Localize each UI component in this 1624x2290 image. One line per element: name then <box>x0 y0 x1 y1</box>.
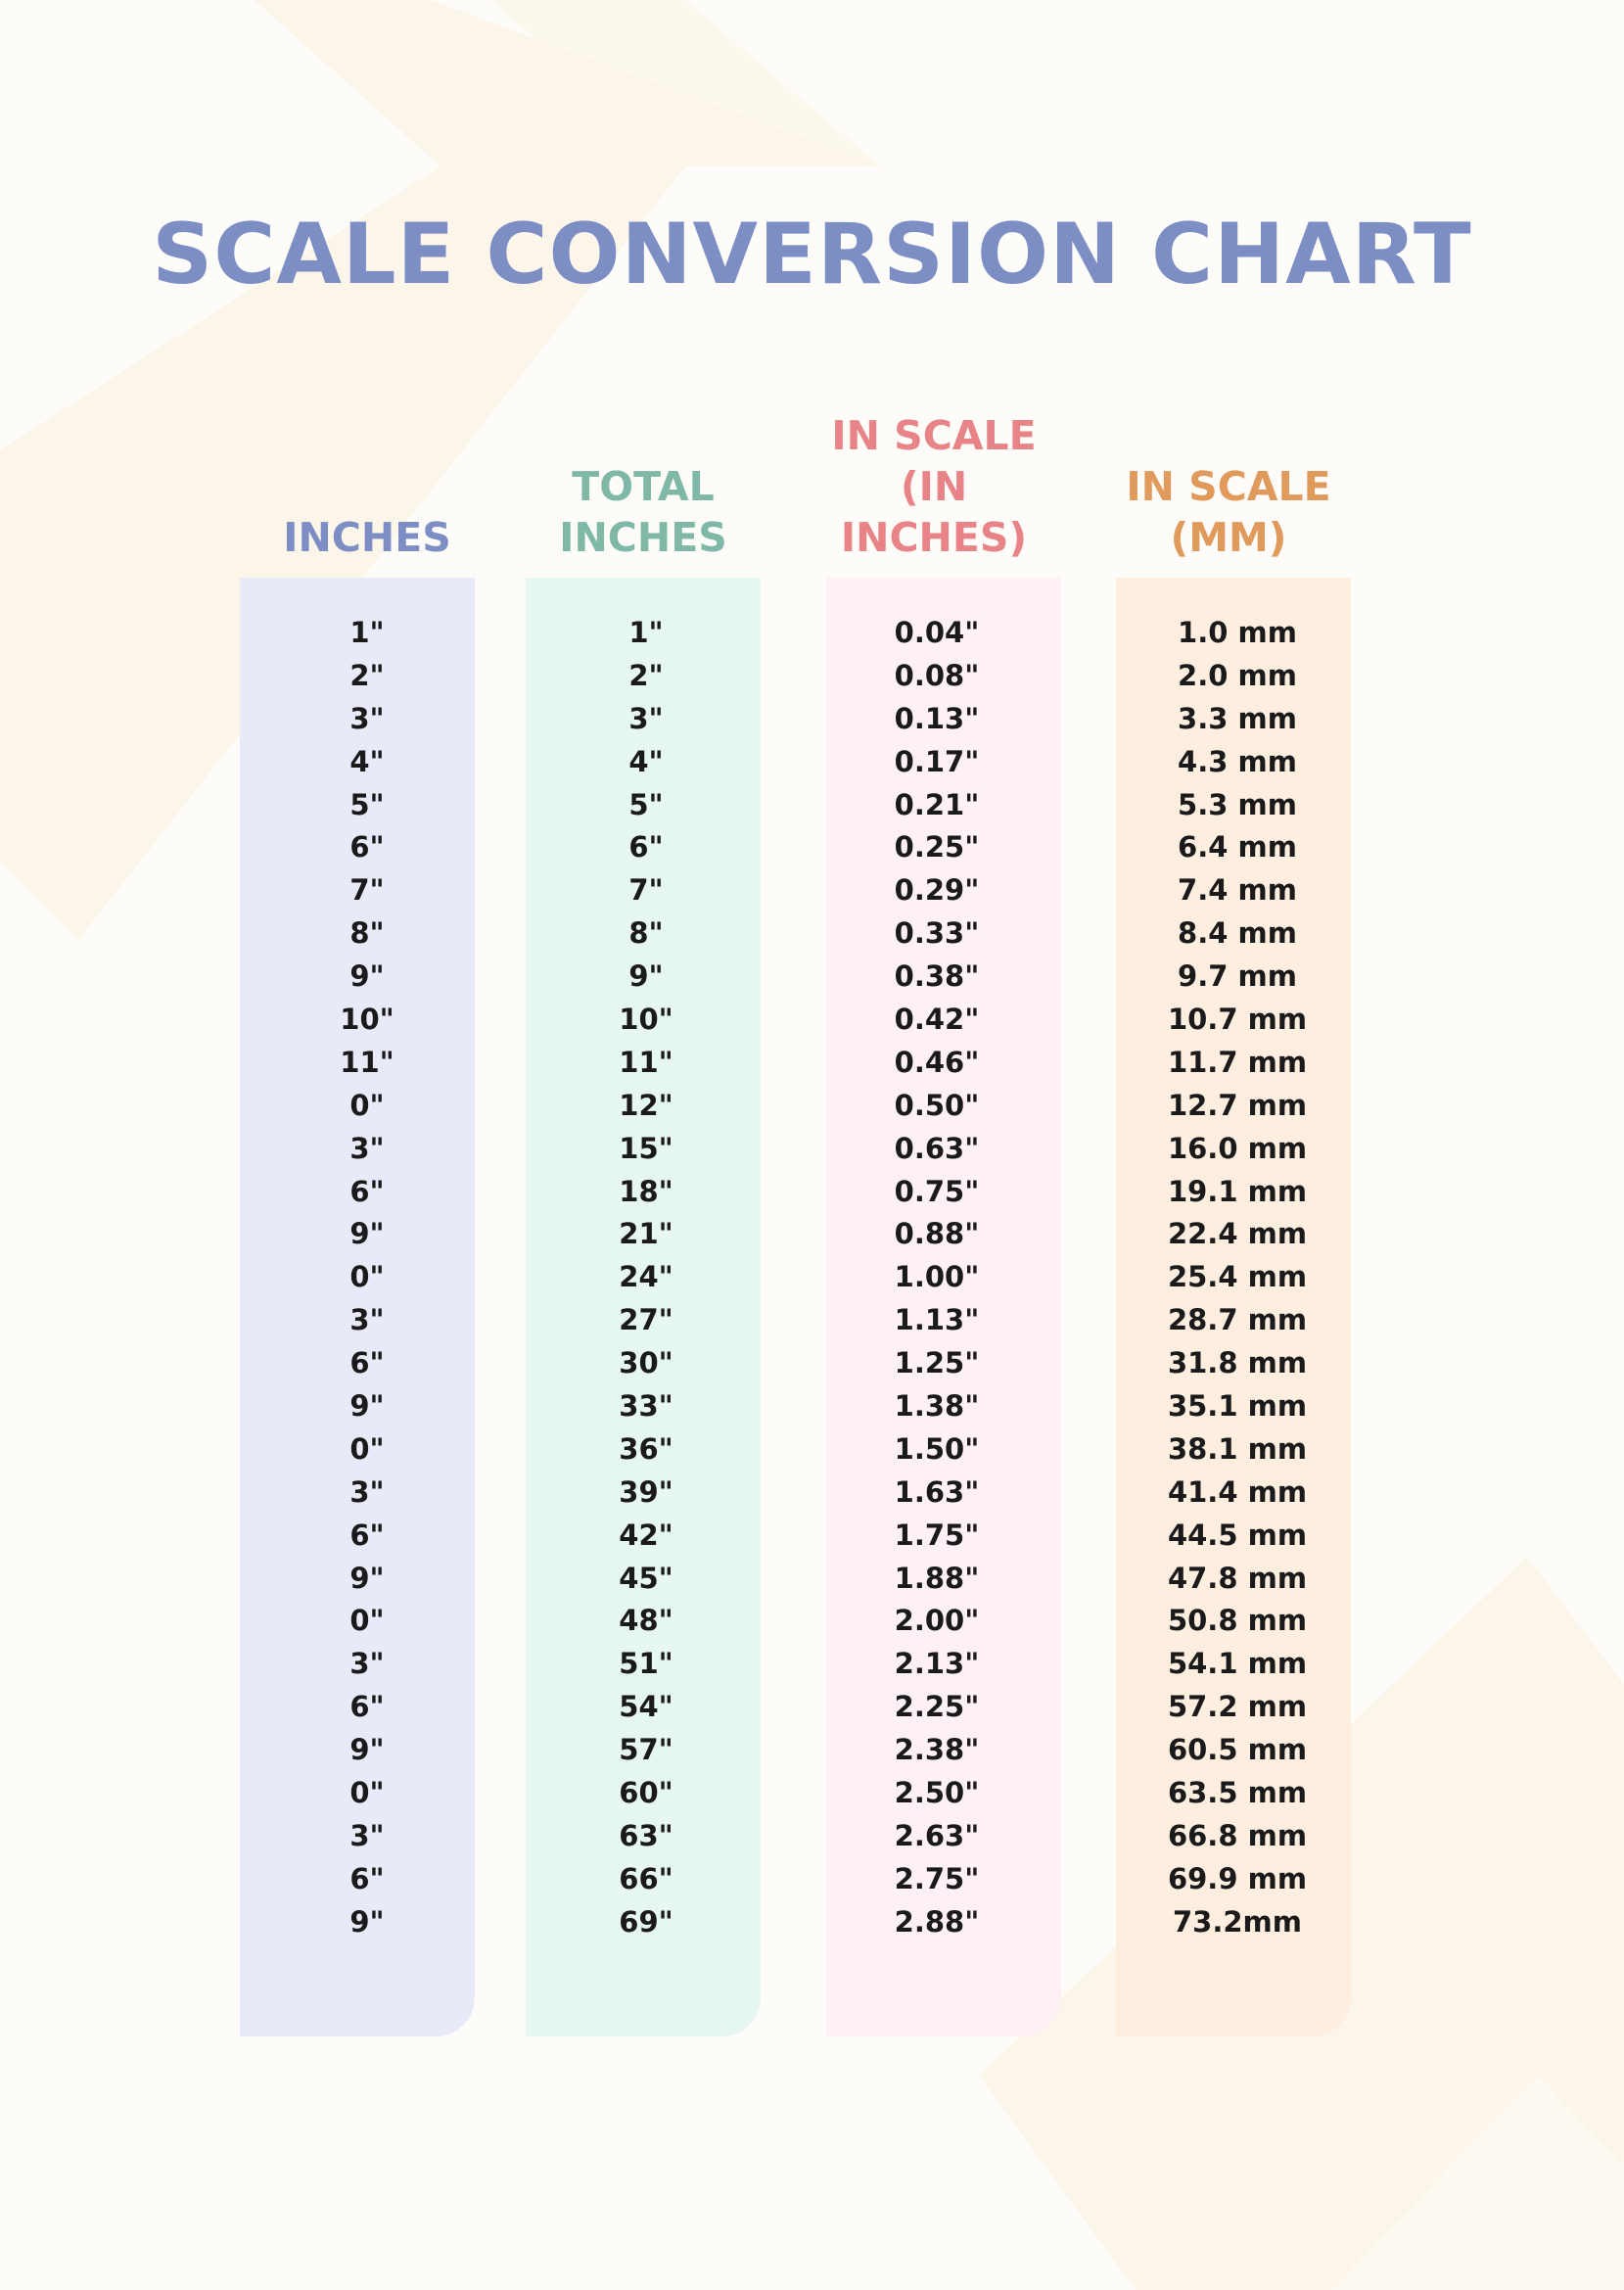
cell-total-inches: 36" <box>619 1431 673 1466</box>
cell-total-inches: 60" <box>619 1776 673 1810</box>
cell-inches: 3" <box>349 1474 385 1509</box>
cell-in-scale-inches: 2.50" <box>894 1776 980 1810</box>
cell-total-inches: 63" <box>619 1818 673 1852</box>
cell-inches: 9" <box>349 1389 385 1424</box>
cell-in-scale-mm: 50.8 mm <box>1167 1604 1308 1638</box>
cell-inches: 0" <box>349 1431 385 1466</box>
cell-inches: 6" <box>349 1346 385 1380</box>
cell-total-inches: 69" <box>619 1904 673 1939</box>
cell-total-inches: 4" <box>628 744 664 778</box>
cell-inches: 3" <box>349 1131 385 1165</box>
cell-total-inches: 6" <box>628 830 664 865</box>
cell-total-inches: 18" <box>619 1174 673 1208</box>
cell-in-scale-mm: 47.8 mm <box>1167 1561 1308 1595</box>
cell-in-scale-mm: 54.1 mm <box>1167 1647 1308 1681</box>
cell-inches: 3" <box>349 701 385 735</box>
cell-total-inches: 3" <box>628 701 664 735</box>
cell-in-scale-mm: 28.7 mm <box>1167 1303 1308 1337</box>
cell-inches: 0" <box>349 1088 385 1122</box>
cell-inches: 9" <box>349 1904 385 1939</box>
cell-in-scale-mm: 1.0 mm <box>1178 616 1297 649</box>
cell-in-scale-inches: 0.25" <box>894 830 980 865</box>
cell-in-scale-inches: 1.25" <box>894 1346 980 1380</box>
cell-in-scale-inches: 0.42" <box>894 1003 980 1037</box>
cell-in-scale-mm: 73.2mm <box>1173 1904 1302 1939</box>
cell-inches: 6" <box>349 1690 385 1724</box>
cell-in-scale-inches: 0.88" <box>894 1217 980 1251</box>
cell-total-inches: 48" <box>619 1604 673 1638</box>
column-total-inches <box>529 612 764 1944</box>
cell-in-scale-inches: 1.88" <box>894 1561 980 1595</box>
page-title: SCALE CONVERSION CHART <box>152 206 1472 304</box>
cell-total-inches: 51" <box>619 1647 673 1681</box>
cell-in-scale-inches: 0.13" <box>894 701 980 735</box>
column-header-in-scale-inches: IN SCALE (IN INCHES) <box>831 412 1037 561</box>
cell-inches: 6" <box>349 830 385 865</box>
cell-in-scale-inches: 0.21" <box>894 787 980 821</box>
cell-total-inches: 7" <box>628 873 664 908</box>
cell-total-inches: 54" <box>619 1690 673 1724</box>
cell-total-inches: 8" <box>628 916 664 951</box>
cell-total-inches: 57" <box>619 1733 673 1767</box>
cell-total-inches: 9" <box>628 959 664 994</box>
cell-total-inches: 5" <box>628 787 664 821</box>
column-inches <box>250 612 485 1944</box>
cell-in-scale-mm: 9.7 mm <box>1178 959 1297 994</box>
column-in-scale-inches <box>819 612 1054 1944</box>
cell-inches: 6" <box>349 1861 385 1895</box>
cell-in-scale-inches: 0.46" <box>894 1045 980 1079</box>
cell-inches: 9" <box>349 1217 385 1251</box>
cell-total-inches: 45" <box>619 1561 673 1595</box>
cell-total-inches: 30" <box>619 1346 673 1380</box>
cell-in-scale-inches: 2.63" <box>894 1818 980 1852</box>
cell-total-inches: 15" <box>619 1131 673 1165</box>
cell-in-scale-inches: 2.38" <box>894 1733 980 1767</box>
cell-in-scale-mm: 6.4 mm <box>1178 830 1297 865</box>
cell-in-scale-mm: 35.1 mm <box>1167 1389 1308 1424</box>
cell-in-scale-inches: 0.38" <box>894 959 980 994</box>
cell-in-scale-mm: 60.5 mm <box>1167 1733 1308 1767</box>
cell-in-scale-mm: 31.8 mm <box>1167 1346 1308 1380</box>
cell-in-scale-mm: 57.2 mm <box>1167 1690 1308 1724</box>
cell-inches: 0" <box>349 1604 385 1638</box>
cell-inches: 2" <box>349 658 385 692</box>
cell-in-scale-inches: 2.13" <box>894 1647 980 1681</box>
cell-in-scale-mm: 11.7 mm <box>1167 1045 1308 1079</box>
cell-in-scale-inches: 2.25" <box>894 1690 980 1724</box>
cell-total-inches: 33" <box>619 1389 673 1424</box>
cell-inches: 9" <box>349 959 385 994</box>
column-header-inches: INCHES <box>283 514 451 561</box>
cell-in-scale-mm: 16.0 mm <box>1167 1131 1308 1165</box>
cell-in-scale-mm: 19.1 mm <box>1167 1174 1308 1208</box>
cell-inches: 7" <box>349 873 385 908</box>
cell-in-scale-inches: 0.08" <box>894 658 980 692</box>
cell-in-scale-inches: 0.29" <box>894 873 980 908</box>
cell-inches: 1" <box>349 616 385 649</box>
cell-total-inches: 66" <box>619 1861 673 1895</box>
cell-inches: 4" <box>349 744 385 778</box>
cell-inches: 3" <box>349 1818 385 1852</box>
cell-total-inches: 24" <box>619 1260 673 1294</box>
cell-in-scale-mm: 5.3 mm <box>1178 787 1297 821</box>
cell-inches: 8" <box>349 916 385 951</box>
cell-in-scale-mm: 22.4 mm <box>1167 1217 1308 1251</box>
cell-inches: 0" <box>349 1776 385 1810</box>
cell-in-scale-inches: 2.00" <box>894 1604 980 1638</box>
cell-in-scale-mm: 38.1 mm <box>1167 1431 1308 1466</box>
cell-in-scale-mm: 63.5 mm <box>1167 1776 1308 1810</box>
cell-in-scale-inches: 1.50" <box>894 1431 980 1466</box>
cell-total-inches: 39" <box>619 1474 673 1509</box>
cell-in-scale-inches: 0.50" <box>894 1088 980 1122</box>
cell-in-scale-inches: 0.33" <box>894 916 980 951</box>
cell-total-inches: 2" <box>628 658 664 692</box>
cell-inches: 3" <box>349 1647 385 1681</box>
cell-in-scale-mm: 12.7 mm <box>1167 1088 1308 1122</box>
cell-total-inches: 1" <box>628 616 664 649</box>
cell-in-scale-mm: 8.4 mm <box>1178 916 1297 951</box>
cell-inches: 11" <box>340 1045 394 1079</box>
cell-in-scale-inches: 1.13" <box>894 1303 980 1337</box>
cell-total-inches: 42" <box>619 1518 673 1552</box>
cell-inches: 6" <box>349 1518 385 1552</box>
cell-inches: 10" <box>340 1003 394 1037</box>
cell-in-scale-mm: 4.3 mm <box>1178 744 1297 778</box>
cell-inches: 9" <box>349 1733 385 1767</box>
cell-inches: 9" <box>349 1561 385 1595</box>
cell-inches: 0" <box>349 1260 385 1294</box>
cell-total-inches: 12" <box>619 1088 673 1122</box>
cell-in-scale-mm: 7.4 mm <box>1178 873 1297 908</box>
cell-inches: 5" <box>349 787 385 821</box>
cell-in-scale-mm: 3.3 mm <box>1178 701 1297 735</box>
column-header-in-scale-mm: IN SCALE (MM) <box>1126 463 1331 561</box>
cell-in-scale-inches: 2.75" <box>894 1861 980 1895</box>
cell-in-scale-inches: 0.04" <box>894 616 980 649</box>
cell-in-scale-inches: 1.38" <box>894 1389 980 1424</box>
cell-in-scale-mm: 44.5 mm <box>1167 1518 1308 1552</box>
cell-in-scale-mm: 2.0 mm <box>1178 658 1297 692</box>
cell-in-scale-inches: 0.17" <box>894 744 980 778</box>
column-header-total-inches: TOTAL INCHES <box>559 463 727 561</box>
cell-in-scale-mm: 10.7 mm <box>1167 1003 1308 1037</box>
cell-in-scale-inches: 0.75" <box>894 1174 980 1208</box>
cell-in-scale-mm: 69.9 mm <box>1167 1861 1308 1895</box>
cell-inches: 3" <box>349 1303 385 1337</box>
cell-total-inches: 11" <box>619 1045 673 1079</box>
cell-in-scale-inches: 1.75" <box>894 1518 980 1552</box>
cell-in-scale-inches: 2.88" <box>894 1904 980 1939</box>
cell-in-scale-inches: 0.63" <box>894 1131 980 1165</box>
cell-in-scale-mm: 66.8 mm <box>1167 1818 1308 1852</box>
cell-in-scale-inches: 1.00" <box>894 1260 980 1294</box>
cell-inches: 6" <box>349 1174 385 1208</box>
cell-total-inches: 21" <box>619 1217 673 1251</box>
cell-total-inches: 10" <box>619 1003 673 1037</box>
cell-in-scale-mm: 41.4 mm <box>1167 1474 1308 1509</box>
cell-in-scale-mm: 25.4 mm <box>1167 1260 1308 1294</box>
column-in-scale-mm <box>1120 612 1355 1944</box>
cell-in-scale-inches: 1.63" <box>894 1474 980 1509</box>
cell-total-inches: 27" <box>619 1303 673 1337</box>
